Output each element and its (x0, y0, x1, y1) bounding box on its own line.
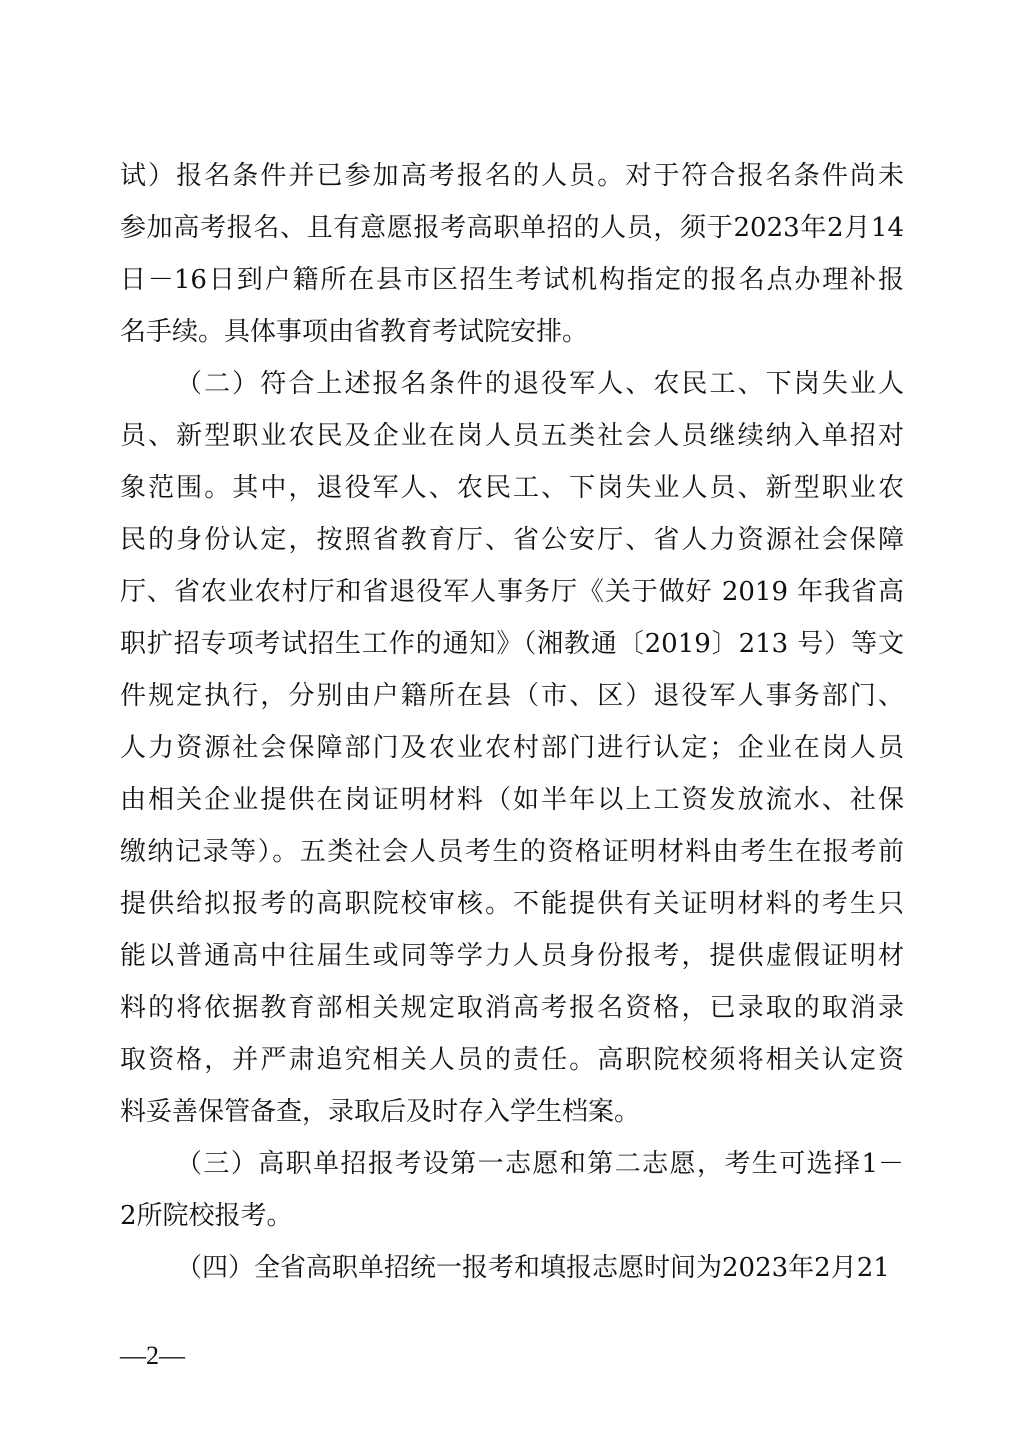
document-body (120, 150, 904, 1294)
text-line: 能以普通高中往届生或同等学力人员身份报考，提供虚假证明材 (120, 941, 904, 971)
text-line: 职扩招专项考试招生工作的通知》（湘教通〔2019〕213 号）等文 (120, 629, 904, 659)
text-line: 件规定执行，分别由户籍所在县（市、区）退役军人事务部门、 (120, 681, 904, 711)
paragraph-three-first-line: （三）高职单招报考设第一志愿和第二志愿，考生可选择1－ (176, 1149, 904, 1179)
text-line: 提供给拟报考的高职院校审核。不能提供有关证明材料的考生只 (120, 889, 904, 919)
text-line: 缴纳记录等）。五类社会人员考生的资格证明材料由考生在报考前 (120, 837, 904, 867)
paragraph-four-first-line: （四）全省高职单招统一报考和填报志愿时间为2023年2月21 (176, 1253, 890, 1283)
text-line: 试）报名条件并已参加高考报名的人员。对于符合报名条件尚未 (120, 161, 904, 191)
text-line: 人力资源社会保障部门及农业农村部门进行认定；企业在岗人员 (120, 733, 904, 763)
text-line: 料的将依据教育部相关规定取消高考报名资格，已录取的取消录 (120, 993, 904, 1023)
text-line: 象范围。其中，退役军人、农民工、下岗失业人员、新型职业农 (120, 473, 904, 503)
text-line: 员、新型职业农民及企业在岗人员五类社会人员继续纳入单招对 (120, 421, 904, 451)
text-line: 料妥善保管备查，录取后及时存入学生档案。 (120, 1097, 641, 1127)
text-line: 参加高考报名、且有意愿报考高职单招的人员，须于2023年2月14 (120, 213, 904, 243)
page-number: —2— (120, 1341, 185, 1370)
text-line: 2所院校报考。 (120, 1201, 293, 1231)
paragraph-two-first-line: （二）符合上述报名条件的退役军人、农民工、下岗失业人 (176, 369, 904, 399)
text-line: 由相关企业提供在岗证明材料（如半年以上工资发放流水、社保 (120, 785, 904, 815)
text-line: 取资格，并严肃追究相关人员的责任。高职院校须将相关认定资 (120, 1045, 904, 1075)
text-line: 名手续。具体事项由省教育考试院安排。 (120, 317, 589, 347)
text-line: 民的身份认定，按照省教育厅、省公安厅、省人力资源社会保障 (120, 525, 904, 555)
text-line: 日－16日到户籍所在县市区招生考试机构指定的报名点办理补报 (120, 265, 904, 295)
text-line: 厅、省农业农村厅和省退役军人事务厅《关于做好 2019 年我省高 (120, 577, 904, 607)
